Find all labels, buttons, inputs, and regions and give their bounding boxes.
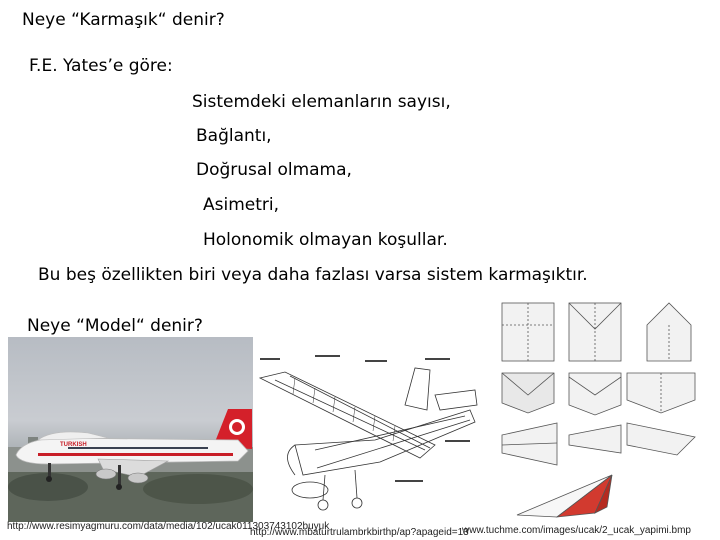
conclusion-text: Bu beş özellikten biri veya daha fazlası varsa sistem karmaşıktır. — [38, 265, 588, 285]
origami-steps-drawing — [497, 295, 700, 521]
source-url-3[interactable]: www.tuchme.com/images/ucak/2_ucak_yapimi.bmp — [462, 525, 691, 536]
airplane-photo — [8, 337, 253, 522]
airplane-diagram-drawing — [255, 350, 480, 528]
list-item: Doğrusal olmama, — [196, 160, 352, 180]
source-url-2[interactable]: http://www.mbaturtrulambrkbirthp/ap?apageid=13 — [250, 527, 469, 538]
model-question: Neye “Model“ denir? — [27, 316, 203, 336]
list-item: Sistemdeki elemanların sayısı, — [192, 92, 451, 112]
airplane-photo-illustration — [8, 337, 253, 522]
airplane-structure-diagram — [255, 350, 480, 528]
paper-plane-folding-steps — [497, 295, 700, 521]
list-item: Holonomik olmayan koşullar. — [203, 230, 448, 250]
list-item: Asimetri, — [203, 195, 280, 215]
airline-livery-text: TURKISH — [60, 442, 87, 448]
list-item: Bağlantı, — [196, 126, 272, 146]
slide-title: Neye “Karmaşık“ denir? — [22, 10, 225, 30]
author-line: F.E. Yates’e göre: — [29, 56, 173, 76]
source-url-1[interactable]: http://www.resimyagmuru.com/data/media/102/ucak011303743102buyuk — [7, 521, 330, 532]
